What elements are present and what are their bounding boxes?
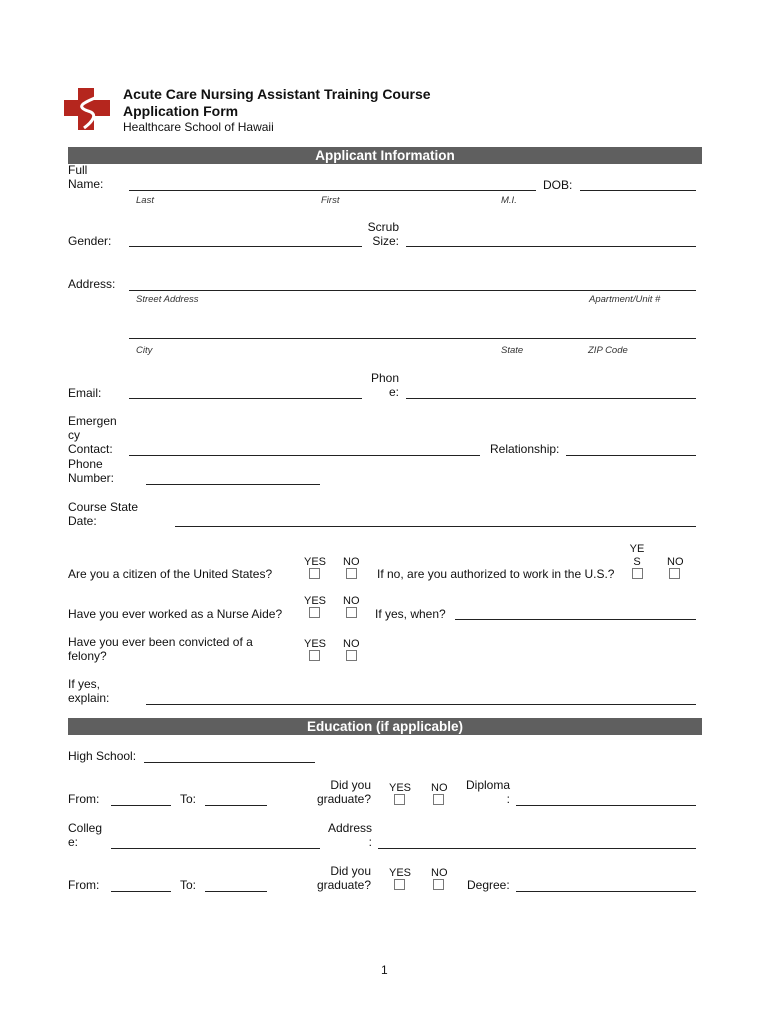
citizen-no-checkbox[interactable] — [346, 568, 357, 579]
college-no-label: NO — [431, 867, 448, 879]
explain-label: If yes, explain: — [68, 677, 110, 705]
gender-label: Gender: — [68, 234, 112, 248]
authorized-yes-checkbox[interactable] — [632, 568, 643, 579]
felony-no-checkbox[interactable] — [346, 650, 357, 661]
college-to-field[interactable] — [205, 891, 267, 892]
college-from-label: From: — [68, 878, 100, 892]
high-school-label: High School: — [68, 749, 137, 763]
high-school-field[interactable] — [144, 762, 315, 763]
email-field[interactable] — [129, 398, 362, 399]
college-address-field[interactable] — [378, 848, 696, 849]
full-name-label: Full Name: — [68, 163, 104, 191]
street-address-field[interactable] — [129, 290, 696, 291]
full-name-field[interactable] — [129, 190, 536, 191]
school-logo — [64, 86, 112, 132]
first-name-hint: First — [321, 195, 340, 206]
hs-no-checkbox[interactable] — [433, 794, 444, 805]
street-address-hint: Street Address — [136, 294, 199, 305]
when-label: If yes, when? — [375, 607, 446, 621]
red-cross-icon — [64, 86, 112, 132]
citizen-yes-checkbox[interactable] — [309, 568, 320, 579]
state-hint: State — [501, 345, 524, 356]
address-label: Address: — [68, 277, 116, 291]
felony-yes-label: YES — [304, 638, 327, 650]
college-graduate-question: Did you graduate? — [316, 864, 371, 892]
hs-no-label: NO — [431, 782, 448, 794]
dob-field[interactable] — [580, 190, 696, 191]
college-yes-label: YES — [389, 867, 412, 879]
felony-yes-checkbox[interactable] — [309, 650, 320, 661]
city-state-zip-field[interactable] — [129, 338, 696, 339]
relationship-label: Relationship: — [490, 442, 560, 456]
college-from-field[interactable] — [111, 891, 171, 892]
citizen-yes-label: YES — [304, 556, 327, 568]
explain-field[interactable] — [146, 704, 696, 705]
diploma-label: Diploma : — [465, 778, 510, 806]
section-applicant-information: Applicant Information — [68, 147, 702, 164]
college-no-checkbox[interactable] — [433, 879, 444, 890]
citizen-no-label: NO — [343, 556, 360, 568]
citizen-question: Are you a citizen of the United States? — [68, 567, 273, 581]
college-field[interactable] — [111, 848, 320, 849]
hs-to-field[interactable] — [205, 805, 267, 806]
section-education: Education (if applicable) — [68, 718, 702, 735]
phone-number-field[interactable] — [146, 484, 320, 485]
form-subtitle: Application Form — [123, 103, 239, 119]
form-title: Acute Care Nursing Assistant Training Course — [123, 86, 431, 102]
phone-field[interactable] — [406, 398, 696, 399]
authorized-no-checkbox[interactable] — [669, 568, 680, 579]
school-name: Healthcare School of Hawaii — [123, 120, 274, 134]
college-address-label: Address : — [327, 821, 372, 849]
college-yes-checkbox[interactable] — [394, 879, 405, 890]
emergency-contact-label: Emergen cy Contact: — [68, 414, 117, 456]
nurse-aide-no-checkbox[interactable] — [346, 607, 357, 618]
diploma-field[interactable] — [516, 805, 696, 806]
relationship-field[interactable] — [566, 455, 696, 456]
authorized-question: If no, are you authorized to work in the U.S.? — [377, 567, 615, 581]
gender-field[interactable] — [129, 246, 362, 247]
last-name-hint: Last — [136, 195, 154, 206]
nurse-aide-question: Have you ever worked as a Nurse Aide? — [68, 607, 283, 621]
phone-number-label: Phone Number: — [68, 457, 115, 485]
hs-from-field[interactable] — [111, 805, 171, 806]
hs-yes-label: YES — [389, 782, 412, 794]
hs-yes-checkbox[interactable] — [394, 794, 405, 805]
felony-question: Have you ever been convicted of a felony? — [68, 635, 253, 663]
city-hint: City — [136, 345, 153, 356]
emergency-contact-field[interactable] — [129, 455, 480, 456]
email-label: Email: — [68, 386, 102, 400]
nurse-aide-no-label: NO — [343, 595, 360, 607]
nurse-aide-yes-label: YES — [304, 595, 327, 607]
hs-graduate-question: Did you graduate? — [316, 778, 371, 806]
course-state-date-label: Course State Date: — [68, 500, 139, 528]
hs-to-label: To: — [180, 792, 197, 806]
degree-label: Degree: — [467, 878, 510, 892]
hs-from-label: From: — [68, 792, 100, 806]
page-number: 1 — [381, 963, 388, 977]
degree-field[interactable] — [516, 891, 696, 892]
apartment-hint: Apartment/Unit # — [589, 294, 661, 305]
when-field[interactable] — [455, 619, 696, 620]
course-state-date-field[interactable] — [175, 526, 696, 527]
authorized-yes-label: YE S — [629, 543, 645, 568]
felony-no-label: NO — [343, 638, 360, 650]
middle-initial-hint: M.I. — [501, 195, 517, 206]
scrub-size-label: Scrub Size: — [367, 220, 399, 248]
nurse-aide-yes-checkbox[interactable] — [309, 607, 320, 618]
scrub-size-field[interactable] — [406, 246, 696, 247]
phone-label: Phon e: — [370, 371, 399, 399]
dob-label: DOB: — [543, 178, 573, 192]
college-to-label: To: — [180, 878, 197, 892]
college-label: Colleg e: — [68, 821, 103, 849]
zip-hint: ZIP Code — [588, 345, 628, 356]
authorized-no-label: NO — [667, 556, 684, 568]
